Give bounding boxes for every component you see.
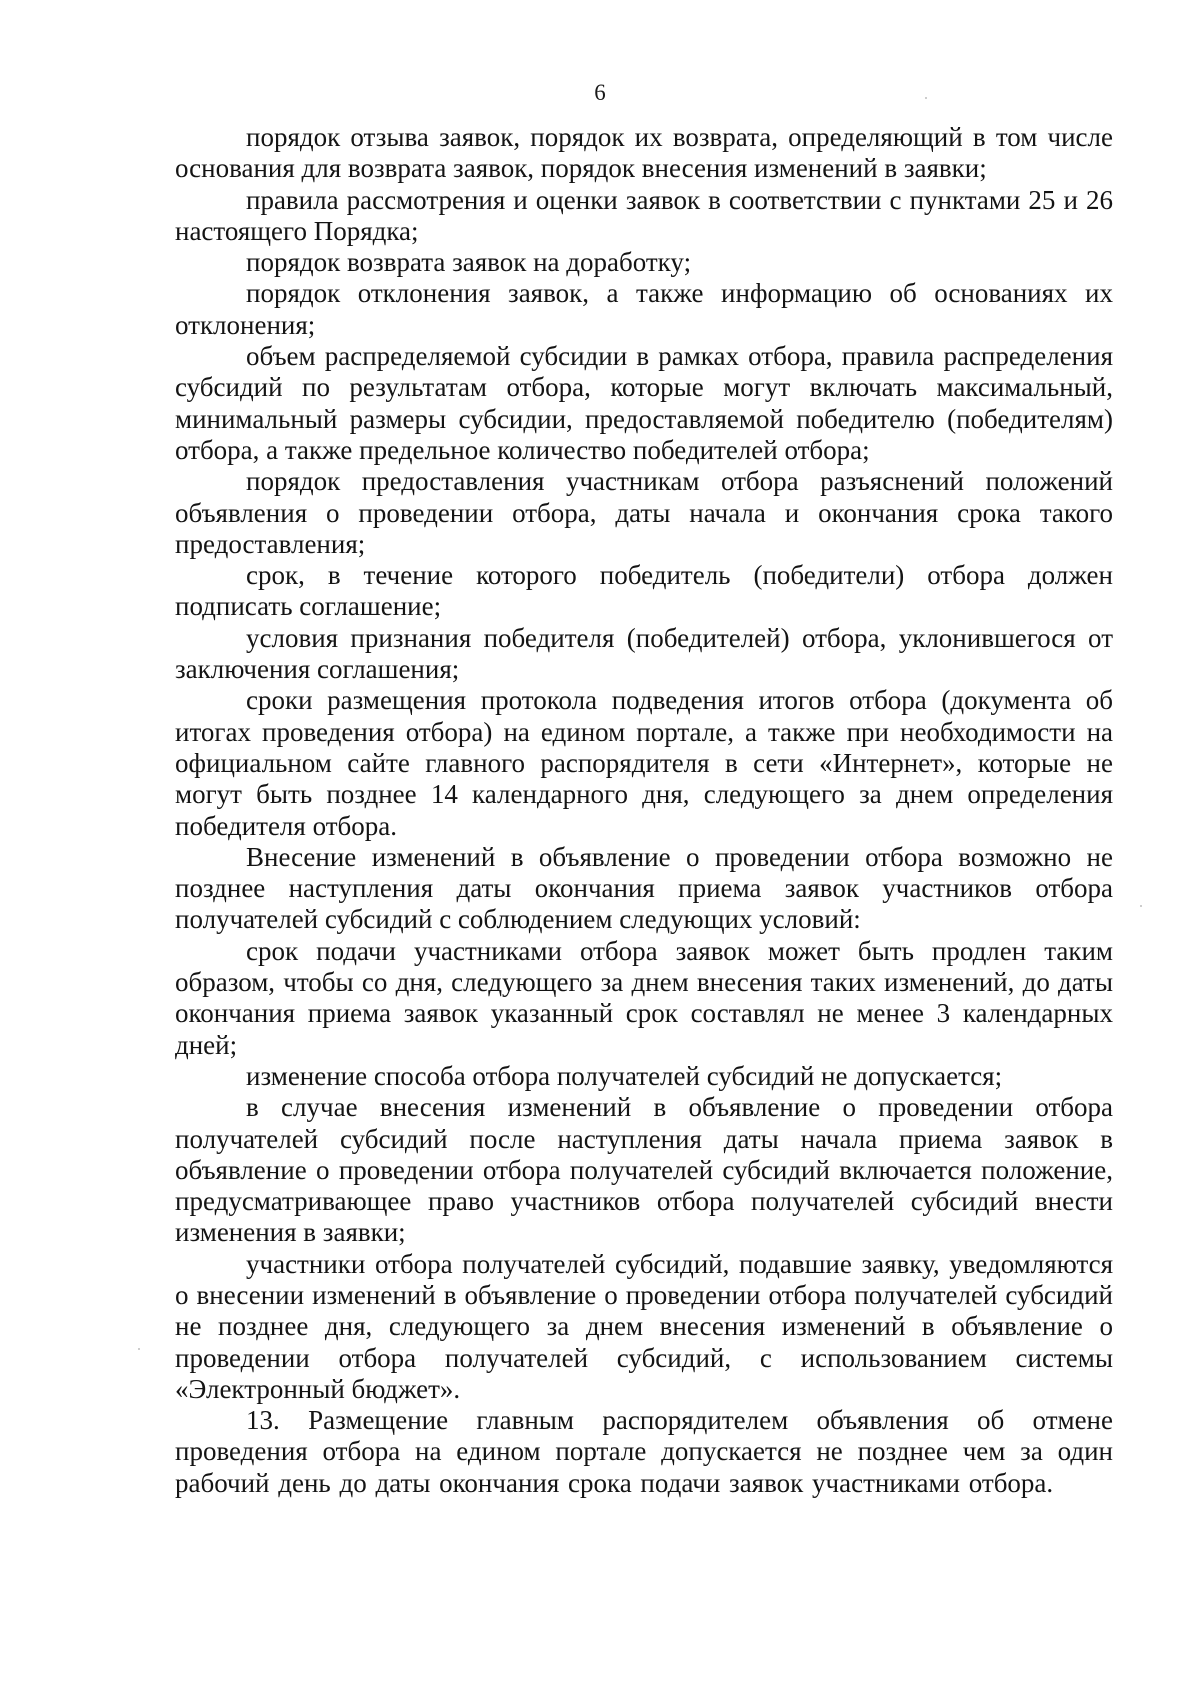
paragraph: порядок отклонения заявок, а также информацию об основаниях их отклонения; (175, 278, 1113, 340)
paragraph: в случае внесения изменений в объявление о проведении отбора получателей субсидий после наступления даты начала приема заявок в объявление о проведении отбора получателей субсидий включается положение, предусматривающее право участников отбора получателей субсидий внести изменения в заявки; (175, 1092, 1113, 1248)
scan-speck (138, 1348, 140, 1350)
paragraph: порядок отзыва заявок, порядок их возврата, определяющий в том числе основания для возврата заявок, порядок внесения изменений в заявки; (175, 122, 1113, 184)
scan-speck (925, 97, 927, 99)
paragraph: участники отбора получателей субсидий, подавшие заявку, уведомляются о внесении изменений в объявление о проведении отбора получателей субсидий не позднее дня, следующего за днем внесения изменений в объявление о проведении отбора получателей субсидий, с использованием системы «Электронный бюджет». (175, 1248, 1113, 1404)
paragraph: Внесение изменений в объявление о проведении отбора возможно не позднее наступления даты окончания приема заявок участников отбора получателей субсидий с соблюдением следующих условий: (175, 841, 1113, 935)
scan-speck (1140, 905, 1142, 907)
paragraph: порядок возврата заявок на доработку; (246, 247, 692, 278)
paragraph: условия признания победителя (победителей) отбора, уклонившегося от заключения соглашения; (175, 622, 1113, 685)
paragraph: правила рассмотрения и оценки заявок в соответствии с пунктами 25 и 26 настоящего Порядка; (175, 184, 1113, 246)
paragraph: сроки размещения протокола подведения итогов отбора (документа об итогах проведения отбора) на едином портале, а также при необходимости на официальном сайте главного распорядителя в сети «Интернет», которые не могут быть позднее 14 календарного дня, следующего за днем определения победителя отбора. (175, 685, 1113, 841)
paragraph: срок подачи участниками отбора заявок может быть продлен таким образом, чтобы со дня, следующего за днем внесения таких изменений, до даты окончания приема заявок указанный срок составлял не менее 3 календарных дней; (175, 935, 1113, 1060)
paragraph-numbered: 13. Размещение главным распорядителем объявления об отмене проведения отбора на едином портале допускается не позднее чем за один рабочий день до даты окончания срока подачи заявок участниками отбора. (175, 1405, 1113, 1498)
document-body (175, 122, 1113, 1499)
paragraph: объем распределяемой субсидии в рамках отбора, правила распределения субсидий по результатам отбора, которые могут включать максимальный, минимальный размеры субсидии, предоставляемой победителю (победителям) отбора, а также предельное количество победителей отбора; (175, 341, 1113, 465)
paragraph: порядок предоставления участникам отбора разъяснений положений объявления о проведении отбора, даты начала и окончания срока такого предоставления; (175, 466, 1113, 559)
paragraph: срок, в течение которого победитель (победители) отбора должен подписать соглашение; (175, 560, 1113, 622)
page-number: 6 (594, 80, 606, 105)
paragraph: изменение способа отбора получателей субсидий не допускается; (246, 1060, 1003, 1091)
